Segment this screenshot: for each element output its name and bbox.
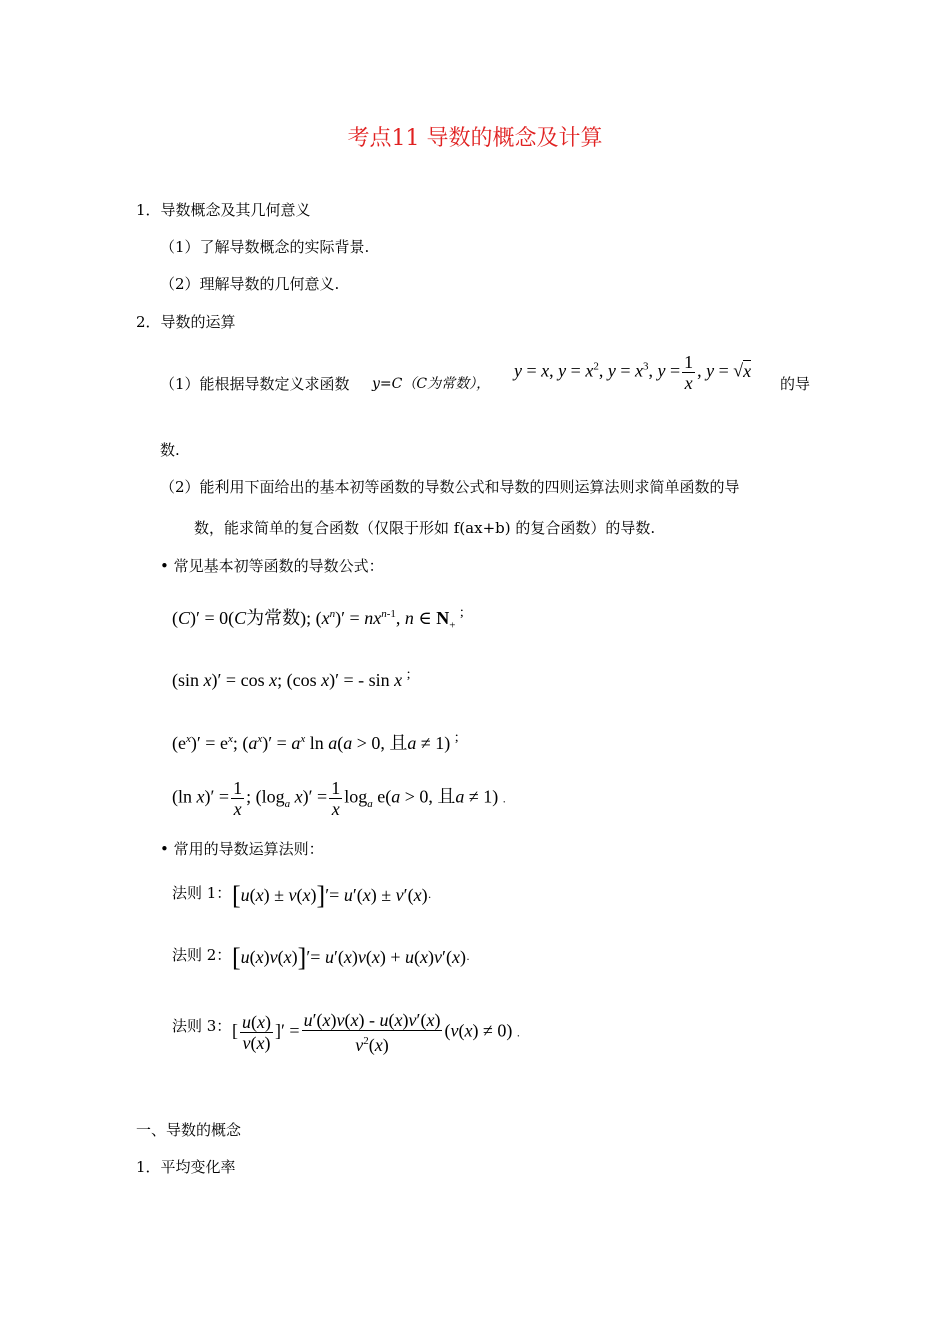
rule2-label: 法则 2：: [172, 946, 232, 964]
req-item2-sub1-func: y=C（C为常数），: [372, 376, 491, 392]
rule1-label: 法则 1：: [172, 884, 232, 902]
req-item2-sub1-cont: 数.: [160, 441, 180, 459]
formula-rule2-product: [u(x)v(x)]′= u′(x)v(x) + u(x)v′(x)·: [232, 943, 470, 972]
req-item1-sub1: （1）了解导数概念的实际背景.: [160, 238, 370, 256]
req-item1-heading: 1．导数概念及其几何意义: [136, 201, 311, 219]
req-item2-sub2-line1: （2）能利用下面给出的基本初等函数的导数公式和导数的四则运算法则求简单函数的导: [160, 478, 740, 496]
rule3-label: 法则 3：: [172, 1017, 232, 1035]
formula-trig: (sin x)′ = cos x; (cos x)′ = - sin x ;: [172, 667, 411, 690]
req-item1-sub2: （2）理解导数的几何意义.: [160, 275, 340, 293]
formula-rule3-quotient: [ $\frac{u(x)}{v(x)}$ ]′ = $\frac{u'(x)v(x) - u(x)v'(x)}{v^2(x)}$ (v(x) ≠ 0) .: [232, 1010, 520, 1055]
req-item2-sub1-prefix: （1）能根据导数定义求函数: [160, 375, 350, 393]
bullet-basic-formulas: • 常见基本初等函数的导数公式：: [160, 557, 384, 575]
formula-power-functions: y = x, $y = x^2$, $y = x^3$, y = $\frac{1}{x}$ , y = √x: [514, 352, 752, 393]
section1-sub1: 1．平均变化率: [136, 1158, 236, 1176]
formula-constant-power: (C)′ = 0(C为常数); $(x^n)' = nx^{n-1}$, n ∈ $N_+$ ;: [172, 605, 464, 632]
page-title: 考点11 导数的概念及计算: [347, 126, 603, 151]
formula-rule1-sum: [u(x) ± v(x)]′= u′(x) ± v′(x)·: [232, 881, 432, 910]
formula-exponential: $(e^x)' = e^x$; $(a^x)' = a^x$ ln a(a > 0, 且a ≠ 1) ;: [172, 730, 459, 753]
req-item2-sub1-suffix: 的导: [780, 375, 811, 393]
formula-logarithm: (ln x)′ = $\frac{1}{x}$ ; ($\log_a$ x)′ = $\frac{1}{x}$ $\log_a e(a > 0$, 且a ≠ 1) .: [172, 778, 506, 819]
req-item2-sub2-line2: 数，能求简单的复合函数（仅限于形如 f(ax+b) 的复合函数）的导数.: [194, 519, 656, 537]
req-item2-heading: 2．导数的运算: [136, 313, 236, 331]
section1-heading: 一、导数的概念: [136, 1121, 242, 1139]
bullet-operation-rules: • 常用的导数运算法则：: [160, 840, 324, 858]
